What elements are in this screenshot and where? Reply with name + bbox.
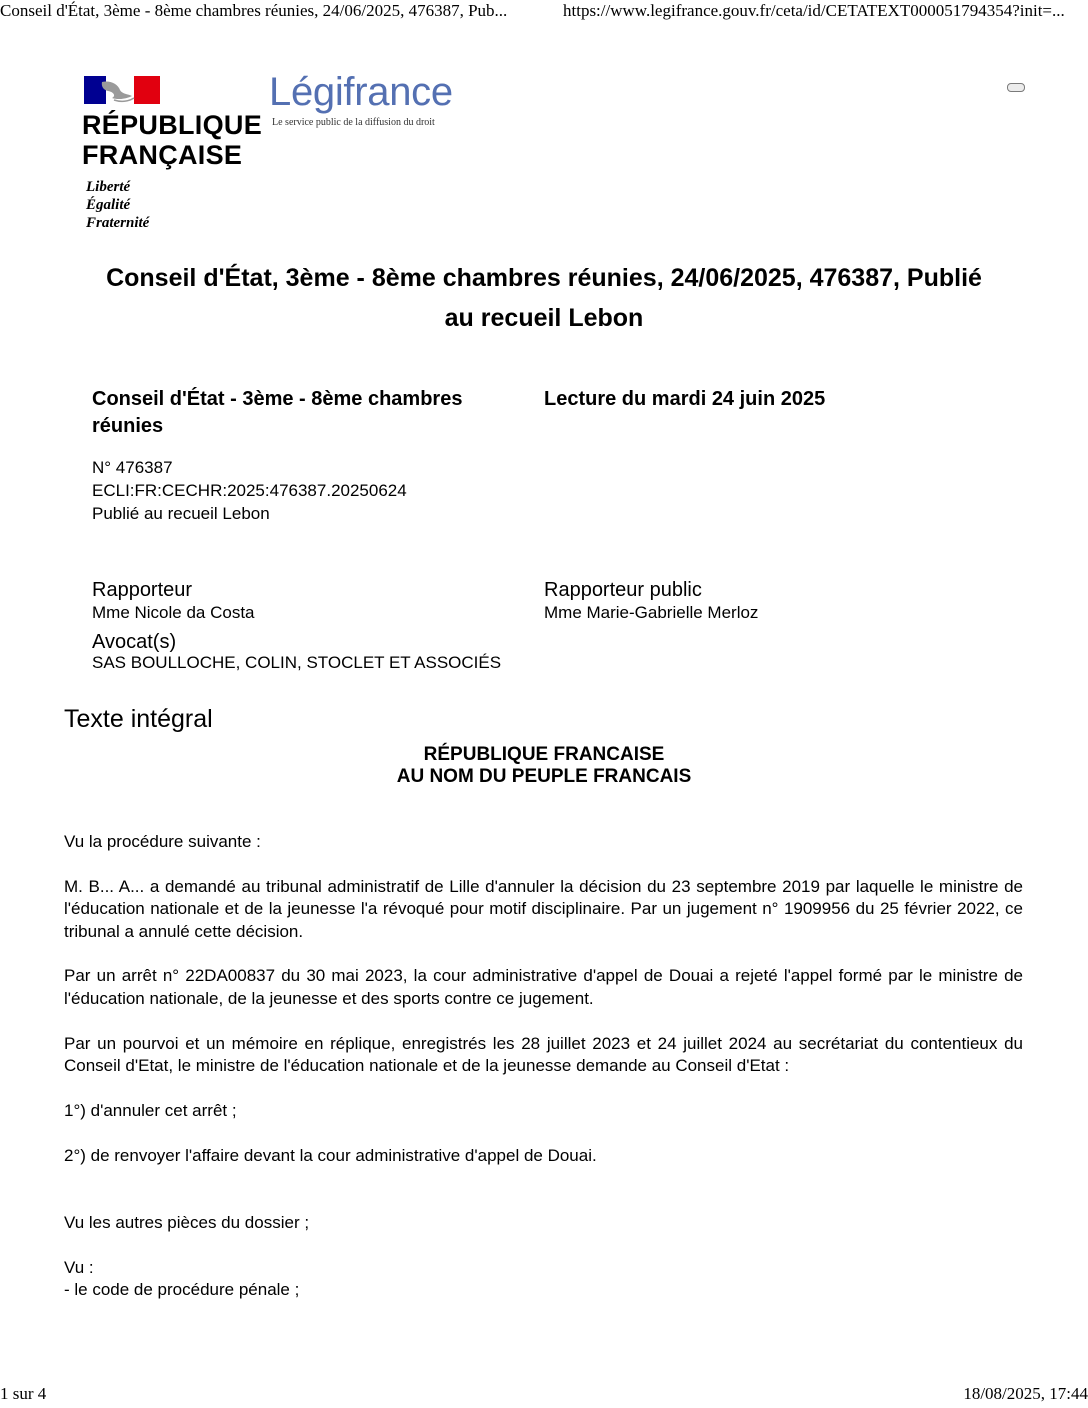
publication-status: Publié au recueil Lebon xyxy=(92,504,270,523)
paragraph: - le code de procédure pénale ; xyxy=(64,1280,300,1300)
reading-date: Lecture du mardi 24 juin 2025 xyxy=(544,388,826,410)
page-counter: 1 sur 4 xyxy=(0,1384,47,1403)
rapporteur-public-name: Mme Marie-Gabrielle Merloz xyxy=(544,603,759,622)
paragraph: Vu les autres pièces du dossier ; xyxy=(64,1212,310,1232)
devise-fraternite: Fraternité xyxy=(86,215,150,231)
paragraph: M. B... A... a demandé au tribunal administratif de Lille d'annuler la décision du 23 septembre 2019 par laquelle le ministre de l'éducation nationale et de la jeunesse l'a révoqué pour motif disciplinaire. Par un jugement n° 1909956 du 25 février 2022, ce tribunal a annulé cette décision. xyxy=(64,876,1023,941)
page-title-line1: Conseil d'État, 3ème - 8ème chambres réunies, 24/06/2025, 476387, Publié xyxy=(106,264,982,292)
print-footer xyxy=(0,1384,1088,1408)
print-datetime: 18/08/2025, 17:44 xyxy=(963,1384,1088,1403)
print-header xyxy=(0,0,1088,24)
print-header-title: Conseil d'État, 3ème - 8ème chambres réunies, 24/06/2025, 476387, Pub... xyxy=(0,1,508,20)
devise-liberte: Liberté xyxy=(86,179,131,195)
legifrance-logo[interactable]: Légifrance xyxy=(269,70,453,114)
decision-number: N° 476387 xyxy=(92,458,173,477)
paragraph: Par un arrêt n° 22DA00837 du 30 mai 2023, la cour administrative d'appel de Douai a rejeté l'appel formé par le ministre de l'éducation nationale, de la jeunesse et des sports contre ce jugement. xyxy=(64,966,1023,1008)
legifrance-tagline: Le service public de la diffusion du droit xyxy=(272,117,435,128)
devise xyxy=(86,178,149,232)
republic-heading-line1: RÉPUBLIQUE FRANCAISE xyxy=(423,744,665,765)
rapporteur-name: Mme Nicole da Costa xyxy=(92,603,255,622)
full-text-title: Texte intégral xyxy=(64,705,213,733)
republique-line1: RÉPUBLIQUE xyxy=(82,110,263,140)
paragraph: Vu la procédure suivante : xyxy=(64,832,261,851)
paragraph: 1°) d'annuler cet arrêt ; xyxy=(64,1100,237,1120)
page-title-line2: au recueil Lebon xyxy=(444,304,644,332)
ecli-code: ECLI:FR:CECHR:2025:476387.20250624 xyxy=(92,481,407,500)
republic-heading-line2: AU NOM DU PEUPLE FRANCAIS xyxy=(396,766,692,787)
devise-egalite: Égalité xyxy=(86,197,131,213)
paragraph: Par un pourvoi et un mémoire en réplique, enregistrés les 28 juillet 2023 et 24 juillet 2024 au secrétariat du contentieux du Conseil d'Etat, le ministre de l'éducation nationale et de la jeunesse demande au Conseil d'Etat : xyxy=(64,1033,1023,1076)
print-header-url: https://www.legifrance.gouv.fr/ceta/id/CETATEXT000051794354?init=... xyxy=(563,1,1065,20)
decision-identifiers xyxy=(92,456,407,525)
rapporteur-public-label: Rapporteur public xyxy=(544,579,702,601)
page-title xyxy=(60,258,1028,338)
avocats-name: SAS BOULLOCHE, COLIN, STOCLET ET ASSOCIÉS xyxy=(92,653,502,672)
paragraph: 2°) de renvoyer l'affaire devant la cour administrative d'appel de Douai. xyxy=(64,1145,597,1165)
paragraph: Vu : xyxy=(64,1257,94,1277)
avocats-label: Avocat(s) xyxy=(92,631,177,653)
court-name: Conseil d'État - 3ème - 8ème chambres réunies xyxy=(92,388,463,437)
republique-line2: FRANÇAISE xyxy=(82,140,243,170)
republique-francaise-wordmark xyxy=(82,110,262,170)
menu-toggle-icon[interactable] xyxy=(1007,83,1025,92)
marianne-logo-icon xyxy=(84,76,160,104)
decision-body xyxy=(64,831,1023,1324)
rapporteur-label: Rapporteur xyxy=(92,579,193,601)
republic-heading xyxy=(64,744,1024,788)
